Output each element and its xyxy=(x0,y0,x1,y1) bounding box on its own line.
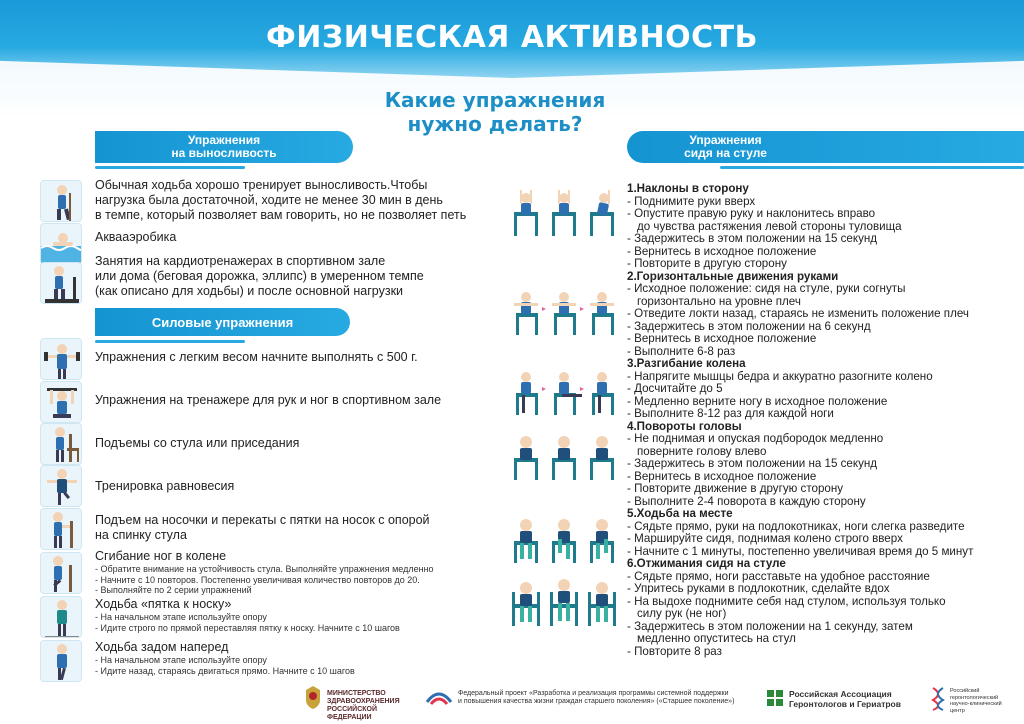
strength-knee-bend-note: - Обратите внимание на устойчивость стула. Выполняйте упражнения медленно xyxy=(95,564,495,575)
seated-pushup-illustration xyxy=(508,578,620,630)
exercise-step: - Задержитесь в этом положении на 15 секунд xyxy=(627,233,997,246)
arm-movement-illustration xyxy=(508,287,620,339)
exercise-step: - Вернитесь в исходное положение xyxy=(627,333,997,346)
endurance-header-underline xyxy=(95,166,245,169)
ministry-line: МИНИСТЕРСТВО xyxy=(327,690,386,697)
endurance-walking-line-1: Обычная ходьба хорошо тренирует выносливость.Чтобы xyxy=(95,178,428,192)
strength-section-header xyxy=(95,308,350,336)
seated-exercise-side-bend xyxy=(627,183,997,271)
exercise-step: - Не поднимая и опуская подбородок медленно xyxy=(627,433,997,446)
strength-knee-bend-note: - Начните с 10 повторов. Постепенно увеличивая количество повторов до 20. xyxy=(95,575,495,586)
chair-header-underline xyxy=(720,166,1024,169)
exercise-step: - Упритесь руками в подлокотник, сделайте вдох xyxy=(627,583,997,596)
exercise-step: - Опустите правую руку и наклонитесь вправо xyxy=(627,208,997,221)
center-line: Российский xyxy=(950,688,980,694)
ministry-emblem-icon xyxy=(302,684,324,710)
exercise-step: - Задержитесь в этом положении на 1 секунду, затем xyxy=(627,621,997,634)
seated-exercise-arm-movement xyxy=(627,271,997,359)
association-logo-icon xyxy=(765,688,785,708)
exercise-step: - Отведите локти назад, стараясь не изменить положение плеч xyxy=(627,308,997,321)
association-line: Российская Ассоциация xyxy=(789,689,892,699)
exercise-heading: 4.Повороты головы xyxy=(627,419,742,433)
endurance-header-line-1: Упражнения xyxy=(187,133,261,147)
endurance-header-line-2: на выносливость xyxy=(171,146,277,160)
endurance-item-aqua xyxy=(95,230,395,245)
endurance-aqua-line-1: Аквааэробика xyxy=(95,230,177,244)
strength-knee-bend-notes xyxy=(95,564,495,596)
seated-exercises-list xyxy=(627,183,997,658)
center-line: научно-клинический xyxy=(950,701,1002,707)
backward-walk-icon xyxy=(40,640,82,682)
endurance-item-cardio xyxy=(95,254,495,299)
strength-backward-walk-note: - На начальном этапе используйте опору xyxy=(95,655,495,666)
walking-icon xyxy=(40,180,82,222)
exercise-step: - Напрягите мышцы бедра и аккуратно разогните колено xyxy=(627,371,997,384)
exercise-step: - Задержитесь в этом положении на 6 секунд xyxy=(627,321,997,334)
seated-exercise-march xyxy=(627,508,997,558)
exercise-step: - Задержитесь в этом положении на 15 секунд xyxy=(627,458,997,471)
seated-exercise-knee-extension xyxy=(627,358,997,421)
gerontology-center-logo-icon xyxy=(930,686,946,712)
strength-item-balance xyxy=(95,479,495,494)
seated-march-illustration xyxy=(508,515,620,567)
exercise-step: - На выдохе поднимите себя над стулом, используя только xyxy=(627,596,997,609)
exercise-step: - Повторите 8 раз xyxy=(627,646,997,659)
subtitle-line-1: Какие упражнения xyxy=(384,88,606,112)
strength-header-label: Силовые упражнения xyxy=(151,314,294,330)
chair-header-line-2: сидя на стуле xyxy=(684,146,767,160)
strength-heel-toe-title: Ходьба «пятка к носку» xyxy=(95,597,232,611)
seated-exercise-head-turn xyxy=(627,421,997,509)
strength-heel-toe-note: - Идите строго по прямой переставляя пятку к носку. Начните с 10 шагов xyxy=(95,623,495,634)
exercise-step: - Повторите движение в другую сторону xyxy=(627,483,997,496)
exercise-step: - Сядьте прямо, руки на подлокотниках, ноги слегка разведите xyxy=(627,521,997,534)
strength-item-machine xyxy=(95,393,495,408)
endurance-item-walking xyxy=(95,178,500,223)
exercise-heading: 3.Разгибание колена xyxy=(627,357,746,370)
exercise-step: - Вернитесь в исходное положение xyxy=(627,471,997,484)
exercise-step: - Выполните 6-8 раз xyxy=(627,346,997,359)
exercise-step-continued: до чувства растяжения левой стороны туловища xyxy=(637,219,902,233)
endurance-walking-line-3: в темпе, который позволяет вам говорить, но не позволяет петь xyxy=(95,208,467,222)
strength-item-light-weight xyxy=(95,350,495,365)
heel-toe-icon xyxy=(40,596,82,638)
exercise-step: - Исходное положение: сидя на стуле, руки согнуты xyxy=(627,283,997,296)
strength-item-chair-rise xyxy=(95,436,495,451)
strength-knee-bend-note: - Выполняйте по 2 серии упражнений xyxy=(95,585,495,596)
dumbbell-icon xyxy=(40,338,82,380)
balance-icon xyxy=(40,465,82,507)
page-subtitle xyxy=(330,88,660,136)
seated-exercise-pushup xyxy=(627,558,997,658)
exercise-step: - Сядьте прямо, ноги расставьте на удобное расстояние xyxy=(627,571,997,584)
association-text xyxy=(789,689,929,709)
gerontology-center-text xyxy=(950,688,1020,714)
federal-project-line: Федеральный проект «Разработка и реализация программы системной поддержки xyxy=(458,690,729,697)
footer xyxy=(0,680,1024,724)
endurance-cardio-line-2: или дома (беговая дорожка, эллипс) в умеренном темпе xyxy=(95,269,424,283)
exercise-step: - Досчитайте до 5 xyxy=(627,383,997,396)
head-turn-illustration xyxy=(508,432,620,484)
center-line: геронтологический xyxy=(950,694,999,701)
strength-item-toe-raise xyxy=(95,513,495,543)
federal-project-text xyxy=(458,690,758,706)
exercise-step: - Вернитесь в исходное положение xyxy=(627,246,997,259)
strength-toe-raise-line-1: Подъем на носочки и перекаты с пятки на носок с опорой xyxy=(95,513,430,527)
side-bend-illustration xyxy=(508,188,620,240)
strength-chair-rise-text: Подъемы со стула или приседания xyxy=(95,436,300,450)
chair-header-line-1: Упражнения xyxy=(689,133,762,147)
senior-generation-logo-icon xyxy=(425,686,453,710)
strength-item-backward-walk xyxy=(95,640,495,676)
toe-raise-icon xyxy=(40,508,82,550)
strength-item-heel-toe xyxy=(95,597,495,633)
ministry-line: ЗДРАВООХРАНЕНИЯ xyxy=(327,698,400,705)
strength-toe-raise-line-2: на спинку стула xyxy=(95,528,187,542)
ministry-logo-text xyxy=(327,690,417,722)
endurance-section-header xyxy=(95,131,353,163)
chair-section-header xyxy=(627,131,1024,163)
strength-knee-bend-title: Сгибание ног в колене xyxy=(95,549,227,563)
endurance-cardio-line-1: Занятия на кардиотренажерах в спортивном зале xyxy=(95,254,386,268)
exercise-step-continued: горизонтально на уровне плеч xyxy=(637,294,801,308)
swimming-icon xyxy=(40,223,82,265)
exercise-step: - Повторите в другую сторону xyxy=(627,258,997,271)
exercise-step: - Выполните 8-12 раз для каждой ноги xyxy=(627,408,997,421)
exercise-step-continued: поверните голову влево xyxy=(637,444,767,458)
exercise-step: - Выполните 2-4 поворота в каждую сторону xyxy=(627,496,997,509)
strength-machine-text: Упражнения на тренажере для рук и ног в спортивном зале xyxy=(95,393,442,407)
exercise-heading: 6.Отжимания сидя на стуле xyxy=(627,557,786,570)
endurance-cardio-line-3: (как описано для ходьбы) и после основной нагрузки xyxy=(95,284,404,298)
ministry-line: РОССИЙСКОЙ ФЕДЕРАЦИИ xyxy=(327,706,377,721)
federal-project-line: и повышения качества жизни граждан старшего поколения» («Старшее поколение») xyxy=(458,698,735,705)
strength-backward-walk-note: - Идите назад, стараясь двигаться прямо. Начните с 10 шагов xyxy=(95,666,495,677)
strength-backward-walk-notes xyxy=(95,655,495,676)
knee-bend-icon xyxy=(40,552,82,594)
exercise-heading: 1.Наклоны в сторону xyxy=(627,182,749,195)
exercise-step: - Медленно верните ногу в исходное положение xyxy=(627,396,997,409)
exercise-step: - Маршируйте сидя, поднимая колено строго вверх xyxy=(627,533,997,546)
strength-balance-text: Тренировка равновесия xyxy=(95,479,235,493)
subtitle-line-2: нужно делать? xyxy=(407,112,583,136)
strength-heel-toe-notes xyxy=(95,612,495,633)
page-title: ФИЗИЧЕСКАЯ АКТИВНОСТЬ xyxy=(266,20,758,55)
chair-squat-icon xyxy=(40,423,82,465)
exercise-heading: 2.Горизонтальные движения руками xyxy=(627,269,839,283)
machine-icon xyxy=(40,381,82,423)
strength-header-underline xyxy=(95,340,245,343)
treadmill-icon xyxy=(40,262,82,304)
exercise-step-continued: силу рук (не ног) xyxy=(637,607,727,620)
exercise-heading: 5.Ходьба на месте xyxy=(627,507,733,520)
strength-backward-walk-title: Ходьба задом наперед xyxy=(95,640,229,654)
exercise-step-continued: медленно опуститесь на стул xyxy=(637,632,796,645)
strength-heel-toe-note: - На начальном этапе используйте опору xyxy=(95,612,495,623)
association-line: Геронтологов и Гериатров xyxy=(789,699,901,709)
endurance-walking-line-2: нагрузка была достаточной, ходите не менее 30 мин в день xyxy=(95,193,443,207)
exercise-step: - Поднимите руки вверх xyxy=(627,196,997,209)
center-line: центр xyxy=(950,707,965,714)
strength-light-weight-text: Упражнения с легким весом начните выполнять с 500 г. xyxy=(95,350,418,364)
exercise-step: - Начните с 1 минуты, постепенно увеличивая время до 5 минут xyxy=(627,546,997,559)
knee-extension-illustration xyxy=(508,367,620,419)
strength-item-knee-bend xyxy=(95,549,495,596)
